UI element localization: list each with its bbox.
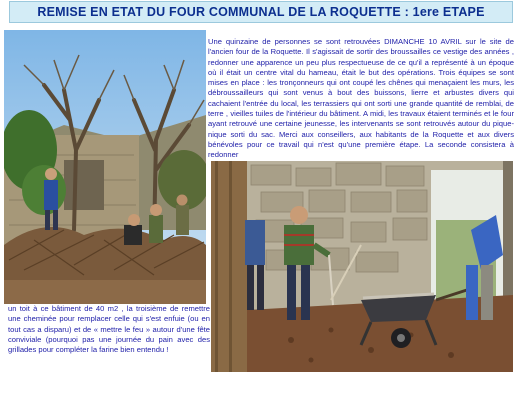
- article-paragraph-part-1: Une quinzaine de personnes se sont retrouvées DIMANCHE 10 AVRIL sur le site de l'ancien four de la Roquette. Il s'agissait de sortir des broussailles ce vestige des années , redonner une apparence un peu plus respectueuse de ce qu'il a représenté à un époque où il était un centre vital du hameau, était le but des opérations. Trois équipes se sont mises en place : les tronçonneurs qui ont coupé les chênes qui menaçaient les murs, les débroussailleurs qui sont venus à bout des buissons, lierre et arbustes divers qui cachaient l'entrée du local, les terrassiers qui ont sorti une grande quantité de remblai, de terre , vieilles tuiles de l'intérieur du bâtiment. A midi, les travaux étaient terminés et le four ayant retrouvé une certaine jeunesse, les intervenants se sont retrouvés autour du pique-nique sorti du sac. Merci aux conseillers, aux habitants de la Roquette et aux divers bénévoles pour ce travail qui n'est qu'une première étape. La seconde consistera à redonner: [208, 37, 514, 160]
- photo-brush-clearing: [4, 30, 206, 304]
- page-title-banner: [9, 1, 513, 23]
- page-title: REMISE EN ETAT DU FOUR COMMUNAL DE LA ROQUETTE : 1ere ETAPE: [37, 5, 485, 19]
- article-paragraph-part-2: un toit à ce bâtiment de 40 m2 , la troisième de remettre une cheminée pour remplacer celle qui s'est enfuie (ou en tout cas a disparu) et de « mettre le feu » autour d'une fête conviviale (pourquoi pas une journée du pain avec des grillades pour compléter la farine bien entendu !: [8, 304, 210, 355]
- photo-oven-interior: [211, 160, 513, 372]
